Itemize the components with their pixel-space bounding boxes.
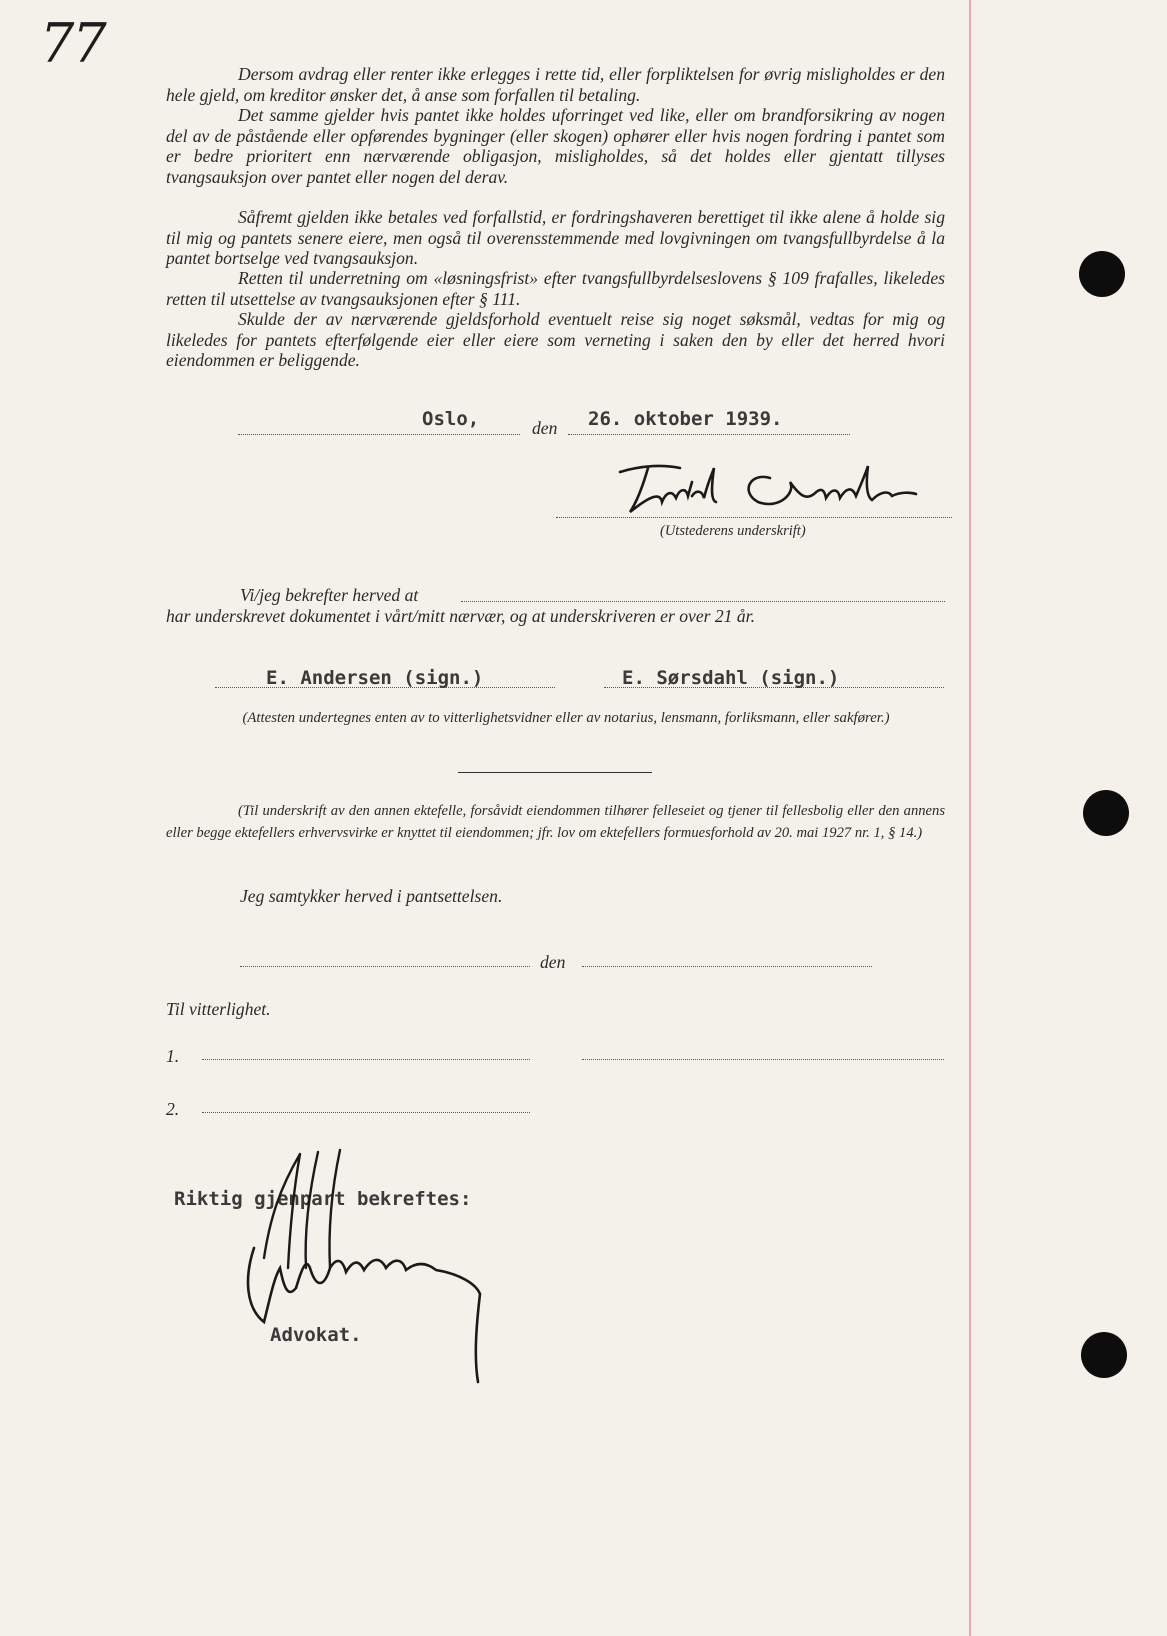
punch-hole (1083, 790, 1129, 836)
attestation-line2: har underskrevet dokumentet i vårt/mitt nærvær, og at underskriveren er over 21 år. (166, 606, 755, 626)
witness-heading: Til vitterlighet. (166, 999, 271, 1019)
paragraph-venue: Skulde der av nærværende gjeldsforhold eventuelt reise sig noget søksmål, vedtas for mig og likeledes for pantets efterfølgende eier eller eiere som verneting i saken den by eller det herred hvori eiendommen er beliggende. (166, 309, 945, 371)
place: Oslo, (422, 408, 480, 430)
witness-item2-number: 2. (166, 1099, 180, 1119)
attestation-name-dotted-line (461, 601, 945, 602)
date-dotted-line (568, 434, 850, 435)
punch-hole (1079, 251, 1125, 297)
attestation-note: (Attesten undertegnes enten av to vitterlighetsvidner eller av notarius, lensmann, forliksmann, eller sakfører.) (242, 710, 890, 726)
den-label: den (532, 418, 558, 438)
spouse-den-label: den (540, 952, 566, 972)
advocate-signature-drawing (240, 1148, 520, 1388)
witness-item1-line-a (202, 1059, 530, 1060)
spouse-date-dotted-line (582, 966, 872, 967)
page-number: 77 (40, 12, 105, 75)
witness-item1-number: 1. (166, 1046, 180, 1066)
witness1-name: E. Andersen (sign.) (266, 667, 484, 689)
section-divider (458, 772, 652, 773)
issuer-signature-caption: (Utstederens underskrift) (660, 523, 806, 539)
issuer-signature-drawing (600, 452, 960, 522)
paragraph-default: Dersom avdrag eller renter ikke erlegges i rette tid, eller forpliktelsen for øvrig misligholdes er den hele gjeld, om kreditor ønsker det, å anse som forfallen til betaling. (166, 64, 945, 105)
red-margin-line (969, 0, 971, 1636)
attestation-line1: Vi/jeg bekrefter herved at (240, 585, 419, 605)
paragraph-forced-sale: Såfremt gjelden ikke betales ved forfallstid, er fordringshaveren berettiget til ikke alene å holde sig til mig og pantets senere eiere, men også til overensstemmende med lovgivningen om tvangsfullbyrdelse å la pantet bortselge ved tvangsauksjon. (166, 207, 945, 269)
spouse-place-dotted-line (240, 966, 530, 967)
witness-item2-line (202, 1112, 530, 1113)
witness2-name: E. Sørsdahl (sign.) (622, 667, 840, 689)
signature-dotted-line (556, 517, 952, 518)
witness-item1-line-b (582, 1059, 944, 1060)
date: 26. oktober 1939. (588, 408, 783, 430)
paragraph-collateral: Det samme gjelder hvis pantet ikke holdes uforringet ved like, eller om brandforsikring av nogen del av de påstående eller opførendes bygninger (eller skogen) ophører eller hvis nogen fordring i pantet som er bedre prioritert enn nærværende obligasjon, misligholdes, så det holdes eller gjentatt tillyses tvangsauksjon over pantet eller nogen del derav. (166, 105, 945, 187)
punch-hole (1081, 1332, 1127, 1378)
paragraph-redemption: Retten til underretning om «løsningsfrist» efter tvangsfullbyrdelseslovens § 109 frafalles, likeledes retten til utsettelse av tvangsauksjonen efter § 111. (166, 268, 945, 309)
spouse-note: (Til underskrift av den annen ektefelle, forsåvidt eiendommen tilhører felleseiet og tjener til fellesbolig eller den annens eller begge ektefellers erhvervsvirke er knyttet til eiendommen; jfr. lov om ektefellers formuesforhold av 20. mai 1927 nr. 1, § 14.) (166, 803, 945, 841)
spouse-consent: Jeg samtykker herved i pantsettelsen. (240, 886, 503, 906)
place-dotted-line (238, 434, 520, 435)
certification-text: Riktig gjenpart bekreftes: (174, 1188, 472, 1210)
certification-title: Advokat. (270, 1324, 362, 1346)
